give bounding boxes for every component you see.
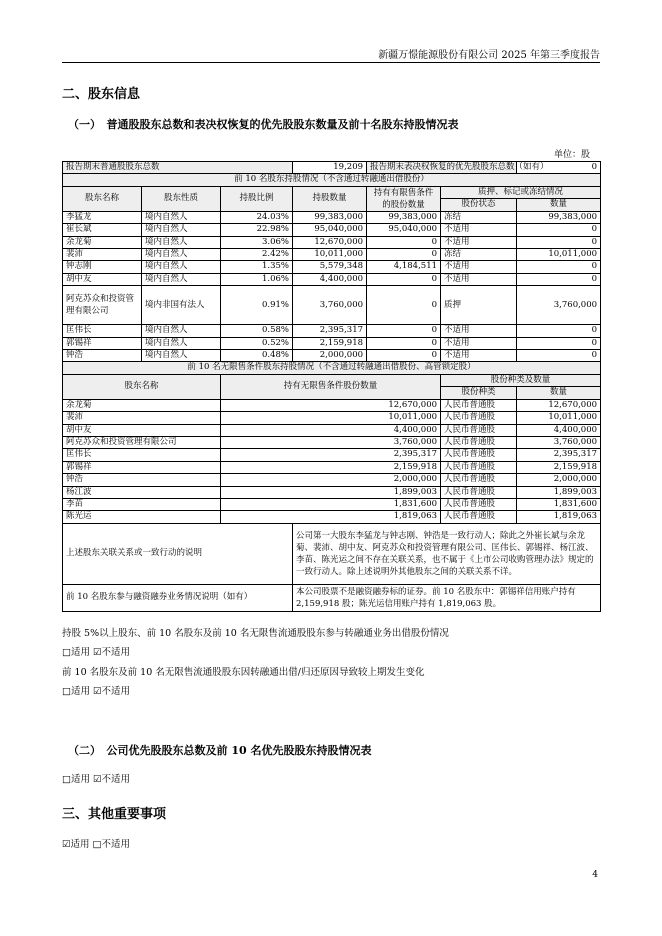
- unrestricted-row: [63, 498, 601, 510]
- header-divider: [62, 62, 600, 63]
- shareholder-nature: 境内自然人: [142, 325, 221, 337]
- shareholding-ratio: 0.91%: [221, 286, 293, 325]
- unres-header-name: 股东名称: [63, 374, 221, 399]
- top10-shareholders-table: [62, 161, 601, 612]
- pledge-status: 不适用: [441, 273, 517, 285]
- pledge-count: 10,011,000: [517, 249, 601, 261]
- restricted-qty: 0: [367, 273, 441, 285]
- pledge-status: 不适用: [441, 325, 517, 337]
- unres-kind: 人民币普通股: [441, 449, 517, 461]
- margin-row: [63, 584, 601, 611]
- unres-count: 2,159,918: [517, 461, 601, 473]
- unres-kind: 人民币普通股: [441, 436, 517, 448]
- unres-qty: 1,831,600: [221, 498, 441, 510]
- restricted-qty: 0: [367, 325, 441, 337]
- subsection-title-common-shareholders: （一） 普通股股东总数和表决权恢复的优先股股东数量及前十名股东持股情况表: [68, 118, 459, 131]
- unres-header-kind-group: 股份种类及数量: [441, 374, 601, 386]
- shareholding-qty: 4,400,000: [293, 273, 367, 285]
- shareholder-nature: 境内自然人: [142, 273, 221, 285]
- unrestricted-row: [63, 399, 601, 411]
- preferred-shareholders-value: 0: [517, 162, 601, 174]
- unres-count: 1,831,600: [517, 498, 601, 510]
- top10-title: 前 10 名股东持股情况（不含通过转融通出借股份）: [63, 174, 601, 186]
- shareholding-qty: 5,579,348: [293, 261, 367, 273]
- shareholder-name: 钟浩: [63, 350, 142, 362]
- unres-count: 10,011,000: [517, 412, 601, 424]
- shareholding-ratio: 24.03%: [221, 211, 293, 223]
- unres-header-count: 数量: [517, 387, 601, 399]
- pledge-status: 冻结: [441, 249, 517, 261]
- unrestricted-row: [63, 511, 601, 523]
- top10-row: [63, 273, 601, 285]
- shareholding-ratio: 2.42%: [221, 249, 293, 261]
- shareholding-qty: 12,670,000: [293, 236, 367, 248]
- header-ratio: 持股比例: [221, 186, 293, 211]
- restricted-qty: 0: [367, 337, 441, 349]
- shareholder-nature: 境内自然人: [142, 224, 221, 236]
- shareholder-nature: 境内自然人: [142, 211, 221, 223]
- unres-kind: 人民币普通股: [441, 424, 517, 436]
- pledge-count: 0: [517, 224, 601, 236]
- pledge-status: 不适用: [441, 224, 517, 236]
- shareholding-ratio: 22.98%: [221, 224, 293, 236]
- total-shareholders-value: 19,209: [293, 162, 367, 174]
- shareholder-name: 裴沛: [63, 249, 142, 261]
- shareholder-nature: 境内自然人: [142, 261, 221, 273]
- pledge-count: 0: [517, 337, 601, 349]
- shareholding-ratio: 0.52%: [221, 337, 293, 349]
- shareholder-name: 余龙菊: [63, 236, 142, 248]
- relation-row: [63, 523, 601, 584]
- unres-kind: 人民币普通股: [441, 511, 517, 523]
- restricted-qty: 95,040,000: [367, 224, 441, 236]
- shareholder-nature: 境内自然人: [142, 249, 221, 261]
- unres-header-qty: 持有无限售条件股份数量: [221, 374, 441, 399]
- header-nature: 股东性质: [142, 186, 221, 211]
- shareholding-qty: 2,159,918: [293, 337, 367, 349]
- pledge-count: 99,383,000: [517, 211, 601, 223]
- header-qty: 持股数量: [293, 186, 367, 211]
- unrestricted-row: [63, 424, 601, 436]
- shareholder-nature: 境内非国有法人: [142, 286, 221, 325]
- relation-label: 上述股东关联关系或一致行动的说明: [63, 523, 293, 584]
- note-securities-lending: 持股 5%以上股东、前 10 名股东及前 10 名无限售流通股股东参与转融通业务出借股份情况: [62, 628, 449, 639]
- shareholding-ratio: 3.06%: [221, 236, 293, 248]
- unres-name: 余龙菊: [63, 399, 221, 411]
- option-lending-change: □适用 ☑不适用: [62, 686, 131, 697]
- relation-text: 公司第一大股东李猛龙与钟志刚、钟浩是一致行动人；除此之外崔长斌与余龙菊、裴沛、胡中友、阿克苏众和投资管理有限公司、匡伟长、郭锡祥、杨江波、李苗、陈光运之间不存在关联关系，也不属于《上市公司收购管理办法》规定的一致行动人。除上述说明外其他股东之间的关联关系不详。: [293, 523, 601, 584]
- pledge-status: 不适用: [441, 337, 517, 349]
- shareholding-qty: 2,000,000: [293, 350, 367, 362]
- shareholding-qty: 2,395,317: [293, 325, 367, 337]
- shareholding-qty: 10,011,000: [293, 249, 367, 261]
- unrestricted-header-row: [63, 374, 601, 386]
- unres-name: 杨江波: [63, 486, 221, 498]
- top10-header-row: [63, 186, 601, 199]
- top10-row: [63, 211, 601, 223]
- top10-row: [63, 224, 601, 236]
- shareholder-name: 崔长斌: [63, 224, 142, 236]
- top10-title-row: [63, 174, 601, 186]
- shareholding-ratio: 0.48%: [221, 350, 293, 362]
- unres-count: 4,400,000: [517, 424, 601, 436]
- unrestricted-row: [63, 474, 601, 486]
- pledge-status: 不适用: [441, 236, 517, 248]
- unres-qty: 4,400,000: [221, 424, 441, 436]
- pledge-count: 0: [517, 350, 601, 362]
- total-shareholders-label: 报告期末普通股股东总数: [63, 162, 293, 174]
- unres-kind: 人民币普通股: [441, 399, 517, 411]
- restricted-qty: 0: [367, 236, 441, 248]
- unres-count: 1,899,003: [517, 486, 601, 498]
- section-title-shareholders: 二、股东信息: [62, 87, 141, 102]
- option-securities-lending: □适用 ☑不适用: [62, 647, 131, 658]
- top10-row: [63, 236, 601, 248]
- restricted-qty: 0: [367, 350, 441, 362]
- unres-name: 李苗: [63, 498, 221, 510]
- subsection-title-preferred: （二） 公司优先股股东总数及前 10 名优先股股东持股情况表: [68, 744, 372, 757]
- shareholder-name: 李猛龙: [63, 211, 142, 223]
- shareholder-name: 阿克苏众和投资管理有限公司: [63, 286, 142, 325]
- margin-text: 本公司股票不是融资融券标的证券。前 10 名股东中：郭锡祥信用账户持有 2,159,918 股；陈光运信用账户持有 1,819,063 股。: [293, 584, 601, 611]
- pledge-count: 0: [517, 261, 601, 273]
- shareholder-nature: 境内自然人: [142, 350, 221, 362]
- top10-row: [63, 261, 601, 273]
- top10-row: [63, 350, 601, 362]
- unres-kind: 人民币普通股: [441, 474, 517, 486]
- option-other-matters: ☑适用 □不适用: [62, 839, 131, 850]
- unres-kind: 人民币普通股: [441, 412, 517, 424]
- restricted-qty: 0: [367, 286, 441, 325]
- pledge-status: 质押: [441, 286, 517, 325]
- unrestricted-row: [63, 486, 601, 498]
- shareholder-name: 匡伟长: [63, 325, 142, 337]
- header-count: 数量: [517, 199, 601, 212]
- unrestricted-title-row: [63, 362, 601, 374]
- shareholder-nature: 境内自然人: [142, 236, 221, 248]
- top10-row: [63, 325, 601, 337]
- unres-header-kind: 股份种类: [441, 387, 517, 399]
- shareholder-name: 胡中友: [63, 273, 142, 285]
- page-header: 新疆万憬能源股份有限公司 2025 年第三季度报告: [378, 50, 600, 61]
- unrestricted-row: [63, 412, 601, 424]
- shareholding-ratio: 0.58%: [221, 325, 293, 337]
- shareholding-ratio: 1.06%: [221, 273, 293, 285]
- pledge-count: 0: [517, 273, 601, 285]
- unres-name: 胡中友: [63, 424, 221, 436]
- unres-name: 钟浩: [63, 474, 221, 486]
- unres-count: 2,000,000: [517, 474, 601, 486]
- top10-row: [63, 249, 601, 261]
- unrestricted-row: [63, 449, 601, 461]
- unres-name: 阿克苏众和投资管理有限公司: [63, 436, 221, 448]
- unres-name: 郭锡祥: [63, 461, 221, 473]
- unres-name: 匡伟长: [63, 449, 221, 461]
- top10-row: [63, 337, 601, 349]
- pledge-count: 0: [517, 236, 601, 248]
- pledge-status: 不适用: [441, 261, 517, 273]
- option-preferred: □适用 ☑不适用: [62, 774, 131, 785]
- shareholding-qty: 99,383,000: [293, 211, 367, 223]
- shareholder-name: 钟志刚: [63, 261, 142, 273]
- preferred-shareholders-label: 报告期末表决权恢复的优先股股东总数（如有）: [367, 162, 517, 174]
- margin-label: 前 10 名股东参与融资融券业务情况说明（如有）: [63, 584, 293, 611]
- shareholder-nature: 境内自然人: [142, 337, 221, 349]
- section-title-other-matters: 三、其他重要事项: [62, 807, 167, 822]
- restricted-qty: 99,383,000: [367, 211, 441, 223]
- pledge-count: 0: [517, 325, 601, 337]
- page-number: 4: [592, 870, 598, 880]
- shareholding-qty: 3,760,000: [293, 286, 367, 325]
- unres-name: 裴沛: [63, 412, 221, 424]
- header-pledge: 质押、标记或冻结情况: [441, 186, 601, 199]
- unres-qty: 2,159,918: [221, 461, 441, 473]
- unrestricted-row: [63, 436, 601, 448]
- header-restricted: 持有有限售条件的股份数量: [367, 186, 441, 211]
- pledge-status: 不适用: [441, 350, 517, 362]
- unres-count: 3,760,000: [517, 436, 601, 448]
- pledge-status: 冻结: [441, 211, 517, 223]
- unres-kind: 人民币普通股: [441, 461, 517, 473]
- top10-row: [63, 286, 601, 325]
- header-name: 股东名称: [63, 186, 142, 211]
- unres-kind: 人民币普通股: [441, 486, 517, 498]
- restricted-qty: 0: [367, 249, 441, 261]
- unres-qty: 2,000,000: [221, 474, 441, 486]
- shareholding-qty: 95,040,000: [293, 224, 367, 236]
- unres-qty: 10,011,000: [221, 412, 441, 424]
- unrestricted-row: [63, 461, 601, 473]
- unres-qty: 2,395,317: [221, 449, 441, 461]
- shareholding-ratio: 1.35%: [221, 261, 293, 273]
- summary-row: [63, 162, 601, 174]
- unres-qty: 3,760,000: [221, 436, 441, 448]
- unres-qty: 1,899,003: [221, 486, 441, 498]
- unres-kind: 人民币普通股: [441, 498, 517, 510]
- header-status: 股份状态: [441, 199, 517, 212]
- unres-count: 1,819,063: [517, 511, 601, 523]
- unrestricted-title: 前 10 名无限售条件股东持股情况（不含通过转融通出借股份、高管锁定股）: [63, 362, 601, 374]
- pledge-count: 3,760,000: [517, 286, 601, 325]
- note-lending-change: 前 10 名股东及前 10 名无限售流通股股东因转融通出借/归还原因导致较上期发生变化: [62, 667, 425, 678]
- unres-qty: 12,670,000: [221, 399, 441, 411]
- shareholder-name: 郭锡祥: [63, 337, 142, 349]
- unres-qty: 1,819,063: [221, 511, 441, 523]
- unres-count: 2,395,317: [517, 449, 601, 461]
- unres-name: 陈光运: [63, 511, 221, 523]
- unit-label: 单位：股: [553, 150, 590, 160]
- restricted-qty: 4,184,511: [367, 261, 441, 273]
- unres-count: 12,670,000: [517, 399, 601, 411]
